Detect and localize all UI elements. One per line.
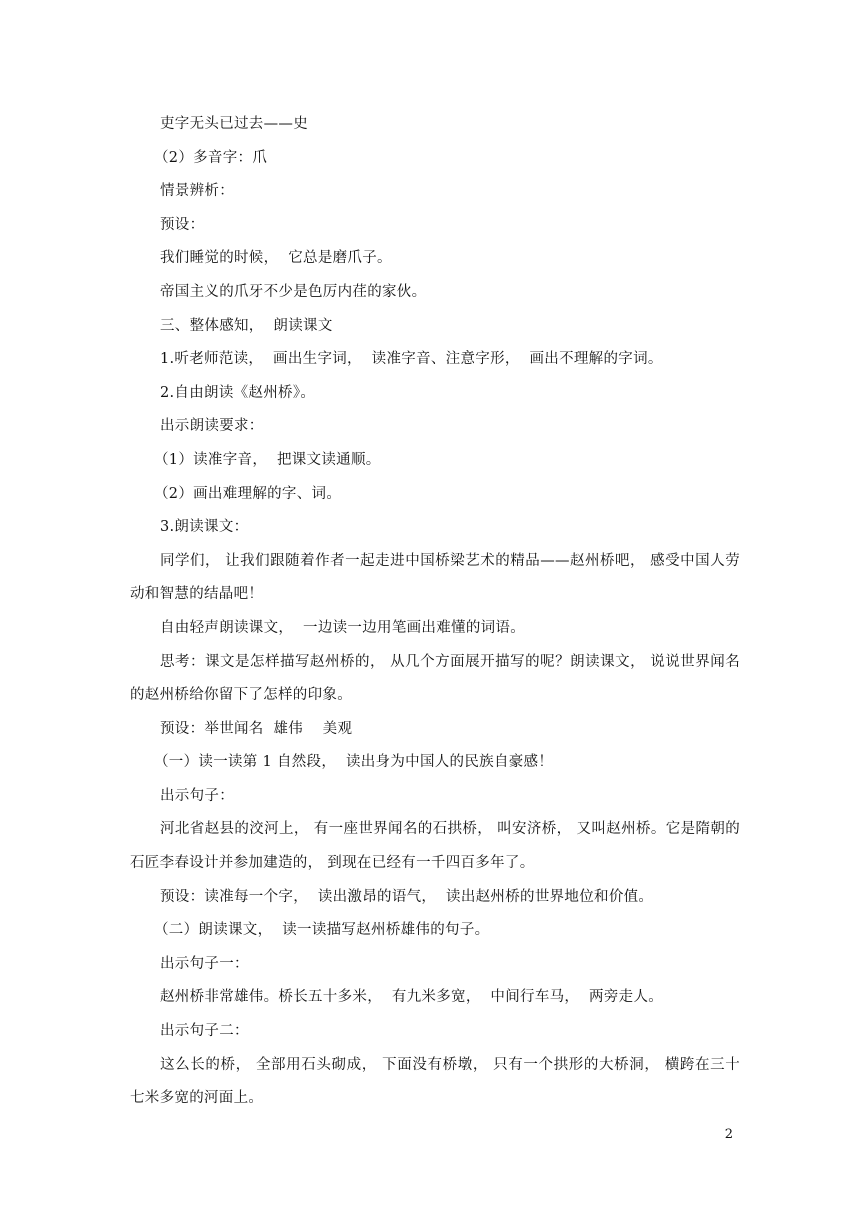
page-number: 2	[724, 1127, 733, 1142]
text-line: （二）朗读课文， 读一读描写赵州桥雄伟的句子。	[154, 922, 490, 939]
text-line: 出示句子一：	[160, 955, 249, 972]
text-line: 3.朗读课文：	[160, 519, 249, 536]
section-heading: 三、整体感知， 朗读课文	[160, 317, 333, 334]
text-line: 2.自由朗读《赵州桥》。	[160, 384, 316, 401]
text-line: （1）读准字音， 把课文读通顺。	[154, 451, 381, 468]
document-body	[130, 108, 740, 1116]
text-line: 1.听老师范读， 画出生字词， 读准字音、注意字形， 画出不理解的字词。	[160, 351, 663, 368]
text-line: 出示朗读要求：	[160, 418, 264, 435]
text-line: 出示句子：	[160, 787, 234, 804]
paragraph: 这么长的桥， 全部用石头砌成， 下面没有桥墩， 只有一个拱形的大桥洞， 横跨在三十七米多宽的河面上。	[130, 1056, 740, 1107]
text-line: 自由轻声朗读课文， 一边读一边用笔画出难懂的词语。	[160, 619, 526, 636]
text-line: （2）多音字：爪	[154, 149, 268, 166]
text-line: 情景辨析：	[160, 183, 234, 200]
text-line: 赵州桥非常雄伟。桥长五十多米， 有九米多宽， 中间行车马， 两旁走人。	[160, 989, 664, 1006]
text-line: （2）画出难理解的字、词。	[154, 485, 342, 502]
text-line: 我们睡觉的时候， 它总是磨爪子。	[160, 250, 392, 267]
text-line: 预设：读准每一个字， 读出激昂的语气， 读出赵州桥的世界地位和价值。	[160, 888, 654, 905]
paragraph: 思考：课文是怎样描写赵州桥的， 从几个方面展开描写的呢？朗读课文， 说说世界闻名的赵州桥给你留下了怎样的印象。	[130, 653, 740, 704]
text-line: 预设：举世闻名 雄伟 美观	[160, 720, 353, 737]
text-line: （一）读一读第 1 自然段， 读出身为中国人的民族自豪感！	[154, 754, 554, 771]
text-line: 预设：	[160, 216, 205, 233]
text-line: 吏字无头已过去——史	[160, 116, 308, 132]
paragraph: 河北省赵县的洨河上， 有一座世界闻名的石拱桥， 叫安济桥， 又叫赵州桥。它是隋朝的石匠李春设计并参加建造的， 到现在已经有一千四百多年了。	[130, 821, 740, 872]
text-line: 出示句子二：	[160, 1023, 249, 1040]
text-line: 帝国主义的爪牙不少是色厉内荏的家伙。	[160, 283, 427, 300]
paragraph: 同学们， 让我们跟随着作者一起走进中国桥梁艺术的精品——赵州桥吧， 感受中国人劳动和智慧的结晶吧！	[130, 552, 740, 603]
